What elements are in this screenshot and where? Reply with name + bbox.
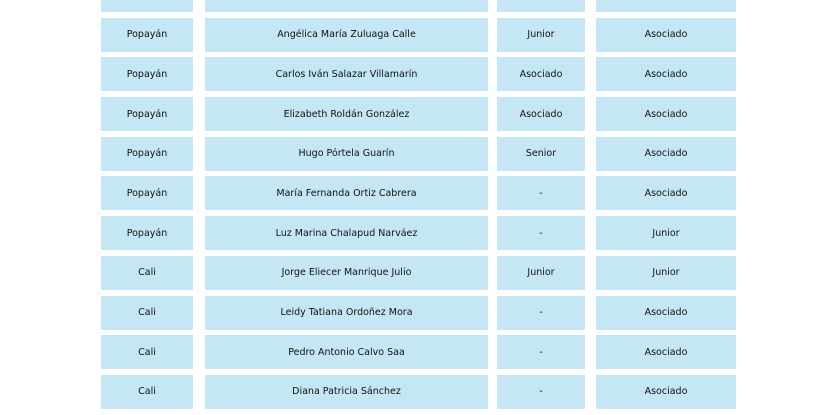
table-row	[0, 97, 840, 131]
name-cell: María Fernanda Ortiz Cabrera	[205, 176, 488, 210]
level-cell: -	[497, 176, 585, 210]
name-cell: Jorge Eliecer Manrique Julio	[205, 256, 488, 290]
city-cell: Cali	[101, 335, 193, 369]
city-cell: Cali	[101, 256, 193, 290]
level-cell: Asociado	[596, 57, 736, 91]
level-cell: Senior	[497, 137, 585, 171]
level-cell: -	[497, 216, 585, 250]
level-cell: Asociado	[596, 296, 736, 330]
city-cell: Popayán	[101, 97, 193, 131]
name-cell: Leidy Tatiana Ordoñez Mora	[205, 296, 488, 330]
name-cell: Angélica María Zuluaga Calle	[205, 18, 488, 52]
level-cell: Asociado	[596, 176, 736, 210]
table-row	[0, 137, 840, 171]
level-cell: Asociado	[596, 137, 736, 171]
table-row	[0, 0, 840, 12]
level-cell: Junior	[497, 256, 585, 290]
city-cell	[101, 0, 193, 12]
name-cell: Hugo Pórtela Guarín	[205, 137, 488, 171]
level-cell: Junior	[497, 18, 585, 52]
name-cell: Diana Patricia Sánchez	[205, 375, 488, 409]
level-cell: -	[497, 335, 585, 369]
city-cell: Popayán	[101, 137, 193, 171]
level-cell: Asociado	[596, 97, 736, 131]
table-row	[0, 216, 840, 250]
city-cell: Cali	[101, 296, 193, 330]
table-row	[0, 57, 840, 91]
level-cell: Asociado	[596, 335, 736, 369]
table-row	[0, 256, 840, 290]
city-cell: Cali	[101, 375, 193, 409]
table-row	[0, 18, 840, 52]
name-cell: Pedro Antonio Calvo Saa	[205, 335, 488, 369]
city-cell: Popayán	[101, 176, 193, 210]
table-row	[0, 176, 840, 210]
level-cell: Junior	[596, 216, 736, 250]
level-cell: Asociado	[596, 375, 736, 409]
level-cell: Asociado	[497, 57, 585, 91]
level-cell	[497, 0, 585, 12]
name-cell	[205, 0, 488, 12]
city-cell: Popayán	[101, 216, 193, 250]
level-cell: Junior	[596, 256, 736, 290]
name-cell: Luz Marina Chalapud Narváez	[205, 216, 488, 250]
name-cell: Elizabeth Roldán González	[205, 97, 488, 131]
city-cell: Popayán	[101, 18, 193, 52]
table-row	[0, 335, 840, 369]
level-cell: Asociado	[596, 18, 736, 52]
table-row	[0, 296, 840, 330]
level-cell: -	[497, 296, 585, 330]
level-cell: Asociado	[497, 97, 585, 131]
level-cell	[596, 0, 736, 12]
name-cell: Carlos Iván Salazar Villamarín	[205, 57, 488, 91]
city-cell: Popayán	[101, 57, 193, 91]
table-row	[0, 375, 840, 409]
level-cell: -	[497, 375, 585, 409]
